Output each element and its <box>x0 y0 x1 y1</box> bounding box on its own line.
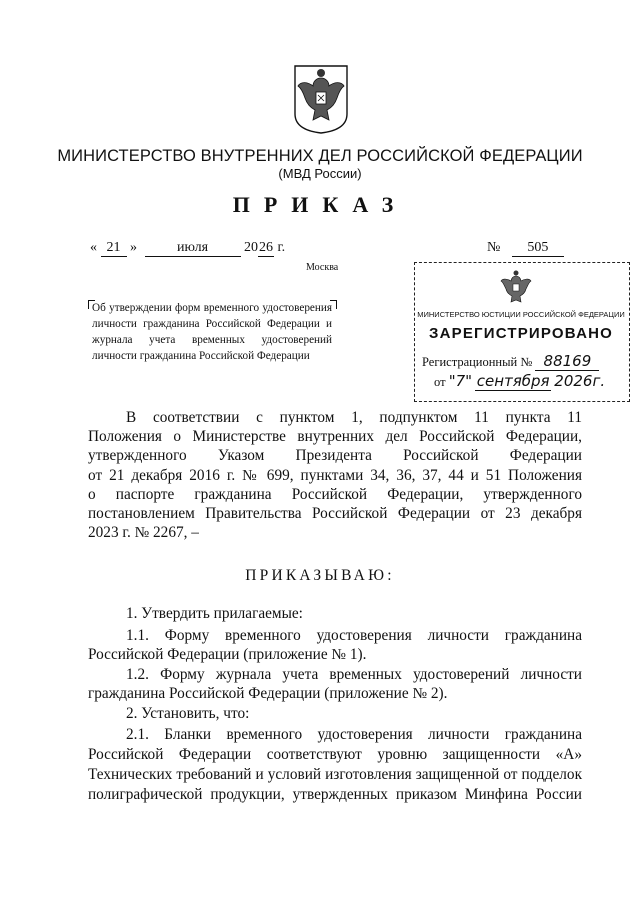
quote-close: » <box>130 240 137 255</box>
document-type-title: ПРИКАЗ <box>232 192 408 217</box>
number-label: № <box>487 240 501 255</box>
body-line: Российской Федерации (приложение № 1). <box>88 646 367 663</box>
date-year-prefix: 20 <box>244 240 258 255</box>
stamp-reg-number: 88169 <box>535 352 599 371</box>
preamble-line: о паспорте гражданина Российской Федерации, утвержденного <box>88 485 582 503</box>
preamble <box>88 408 582 542</box>
date-year-suffix: 26 <box>259 240 273 255</box>
order-subject: Об утверждении форм временного удостоверения личности гражданина Российской Федерации и журнала учета временных удостоверений личности гражданина Российской Федерации <box>92 302 332 362</box>
stamp-ministry: МИНИСТЕРСТВО ЮСТИЦИИ РОССИЙСКОЙ ФЕДЕРАЦИИ <box>417 310 625 319</box>
body-line: Технических требований и условий изготовления защищенной от подделок <box>88 766 582 783</box>
coat-of-arms-emblem <box>291 64 351 134</box>
stamp-emblem-icon <box>498 270 534 308</box>
preamble-line: утвержденного Указом Президента Российской Федерации <box>88 447 582 465</box>
stamp-date-year: 2026г. <box>554 372 606 390</box>
city: Москва <box>306 262 339 273</box>
stamp-registration-number <box>422 352 599 371</box>
body-line: полиграфической продукции, утвержденных приказом Минфина России <box>88 786 582 803</box>
body-line: 1.1. Форму временного удостоверения личности гражданина <box>126 627 582 644</box>
preamble-line: В соответствии с пунктом 1, подпунктом 11 пункта 11 <box>126 409 582 426</box>
stamp-date-month: сентября <box>476 372 550 390</box>
stamp-reg-label: Регистрационный № <box>422 355 533 369</box>
preamble-line: Положения о Министерстве внутренних дел Российской Федерации, <box>88 428 582 446</box>
order-number <box>487 240 564 257</box>
stamp-date-prefix: от <box>434 375 446 389</box>
stamp-date <box>434 372 605 391</box>
preamble-line: постановлением Правительства Российской Федерации от 23 декабря <box>88 505 582 523</box>
ministry-name: МИНИСТЕРСТВО ВНУТРЕННИХ ДЕЛ РОССИЙСКОЙ ФЕДЕРАЦИИ <box>57 147 583 165</box>
body-line: гражданина Российской Федерации (приложение № 2). <box>88 685 448 702</box>
body-line: 1.2. Форму журнала учета временных удостоверений личности <box>126 666 582 683</box>
body-line: 2.1. Бланки временного удостоверения личности гражданина <box>126 726 582 743</box>
preamble-line: 2023 г. № 2267, – <box>88 524 199 542</box>
stamp-date-day: "7" <box>448 372 473 390</box>
quote-open: « <box>90 240 97 255</box>
date-day: 21 <box>101 240 127 257</box>
body-line: 2. Установить, что: <box>126 705 250 722</box>
ministry-abbreviation: (МВД России) <box>278 166 362 181</box>
command-heading: ПРИКАЗЫВАЮ: <box>245 567 395 584</box>
body-line: 1. Утвердить прилагаемые: <box>126 605 303 622</box>
date-month: июля <box>145 240 241 257</box>
preamble-line: от 21 декабря 2016 г. № 699, пунктами 34, 36, 37, 44 и 51 Положения <box>88 466 582 484</box>
body-line: Российской Федерации соответствуют уровню защищенности «А» <box>88 746 582 763</box>
number-value: 505 <box>512 240 564 257</box>
stamp-registered: ЗАРЕГИСТРИРОВАНО <box>428 325 614 342</box>
date-year-unit: г. <box>277 240 286 255</box>
order-date <box>90 240 285 257</box>
